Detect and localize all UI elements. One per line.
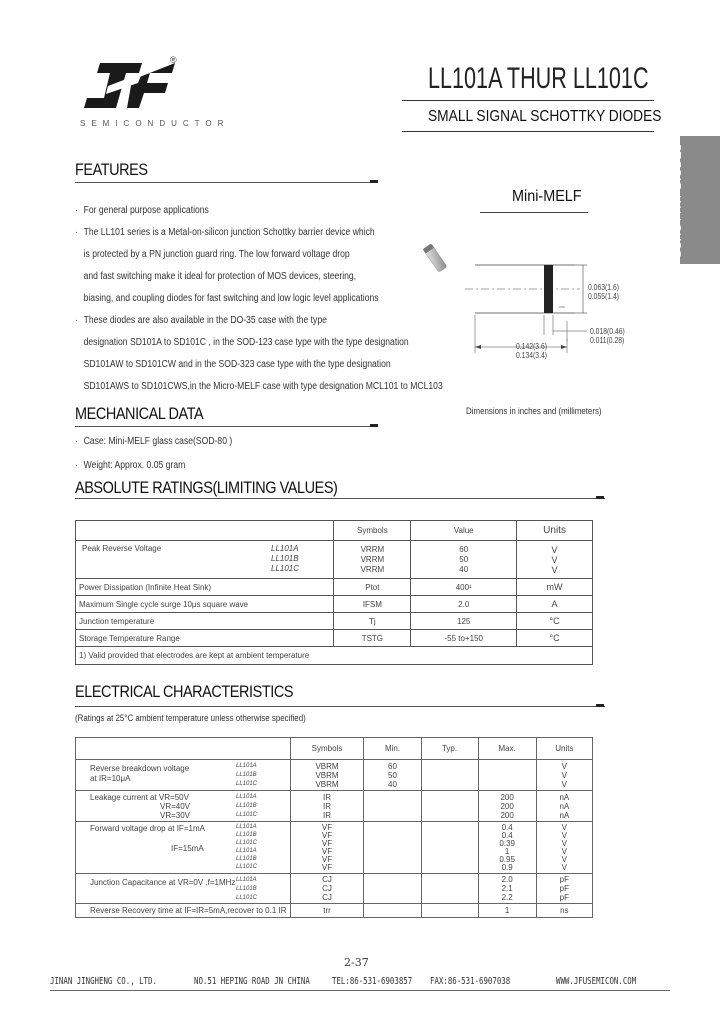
page-subtitle: SMALL SIGNAL SCHOTTKY DIODES	[428, 108, 662, 125]
typ-cell	[421, 791, 478, 822]
symbol-cell: VRRM VRRM VRRM	[334, 541, 411, 579]
param-name: Power Dissipation (Infinite Heat Sink)	[76, 579, 334, 596]
value-cell: -55 to+150	[411, 630, 517, 647]
symbol-cell: Tj	[334, 613, 411, 630]
max-cell: 2.0 2.1 2.2	[478, 874, 536, 904]
table-header-row	[76, 738, 593, 760]
table-footnote-row	[76, 647, 593, 665]
header-typ: Typ.	[421, 738, 478, 760]
absolute-ratings-table	[75, 520, 593, 665]
table-row	[76, 822, 593, 874]
footer-web: WWW.JFUSEMICON.COM	[556, 976, 637, 987]
features-list	[75, 200, 503, 398]
part-list: LL101A LL101B LL101C	[236, 763, 258, 787]
param-name: Maximum Single cycle surge 10μs square wave	[76, 596, 334, 613]
min-cell: 60 50 40	[364, 760, 421, 791]
part-list: LL101A LL101B LL101C	[236, 794, 258, 818]
symbol-cell: CJ CJ CJ	[290, 874, 364, 904]
package-outline-drawing	[465, 255, 665, 365]
param-name: Reverse Recovery time at IF=IR=5mA,recover to 0.1 IR	[76, 904, 291, 918]
unit-cell: °C	[517, 630, 593, 647]
company-logo	[80, 60, 180, 115]
dim-length: 0.142(3.6) 0.134(3.4)	[516, 342, 547, 360]
param-name-2: IF=15mA	[171, 844, 204, 853]
mechanical-title: MECHANICAL DATA	[75, 404, 204, 423]
mechanical-rule-tick	[370, 424, 378, 427]
feature-line: and fast switching make it ideal for protection of MOS devices, steering,	[83, 271, 357, 282]
param-name: Storage Temperature Range	[76, 630, 334, 647]
value-cell: 125	[411, 613, 517, 630]
unit-cell: A	[517, 596, 593, 613]
value-cell: 60 50 40	[411, 541, 517, 579]
symbol-cell: VBRM VBRM VBRM	[290, 760, 364, 791]
min-cell	[364, 822, 421, 874]
table-row	[76, 874, 593, 904]
registered-mark: ®	[170, 55, 177, 65]
mechanical-rule	[75, 426, 378, 427]
feature-line: is protected by a PN junction guard ring. The low forward voltage drop	[83, 249, 350, 260]
features-rule	[75, 182, 378, 183]
header-symbols: Symbols	[290, 738, 364, 760]
mechanical-weight: · Weight: Approx. 0.05 gram	[75, 460, 186, 471]
logo-subtitle: SEMICONDUCTOR	[80, 119, 230, 128]
feature-line: biasing, and coupling diodes for fast switching and low logic level applications	[83, 293, 379, 304]
feature-line: SD101AW to SD101CW and in the SOD-323 case type with the type designation	[83, 359, 391, 370]
header-min: Min.	[364, 738, 421, 760]
unit-cell: V V V	[517, 541, 593, 579]
typ-cell	[421, 760, 478, 791]
table-row	[76, 579, 593, 596]
max-cell: 200 200 200	[478, 791, 536, 822]
mechanical-case: · Case: Mini-MELF glass case(SOD-80 )	[75, 436, 233, 447]
symbol-cell: TSTG	[334, 630, 411, 647]
table-row	[76, 630, 593, 647]
page-title: LL101A THUR LL101C	[428, 62, 649, 95]
typ-cell	[421, 822, 478, 874]
max-cell: 0.4 0.4 0.39 1 0.95 0.9	[478, 822, 536, 874]
max-cell: 1	[478, 904, 536, 918]
param-name: Reverse breakdown voltage at IR=10μA	[90, 764, 190, 783]
electrical-table	[75, 737, 593, 918]
part-list: LL101A LL101B LL101C	[236, 877, 258, 901]
value-cell: 2.0	[411, 596, 517, 613]
param-name: Leakage current at VR=50V VR=40V VR=30V	[90, 793, 191, 820]
footer-company: JINAN JINGHENG CO., LTD.	[50, 976, 157, 987]
header-units: Units	[517, 521, 593, 541]
package-photo	[418, 238, 452, 278]
title-underline	[402, 100, 654, 101]
unit-cell: °C	[517, 613, 593, 630]
footer-rule	[50, 990, 670, 991]
dim-cap: 0.018(0.46) 0.011(0.28)	[590, 327, 625, 345]
package-name: Mini-MELF	[512, 188, 582, 205]
symbol-cell: IR IR IR	[290, 791, 364, 822]
feature-line: · The LL101 series is a Metal-on-silicon junction Schottky barrier device which	[75, 227, 375, 238]
header-symbols: Symbols	[334, 521, 411, 541]
feature-line: designation SD101A to SD101C , in the SOD-123 case type with the type designation	[83, 337, 409, 348]
side-tab-line1: SMALL SIGNAL	[656, 171, 670, 258]
table-row	[76, 904, 593, 918]
header-units: Units	[536, 738, 592, 760]
min-cell	[364, 874, 421, 904]
table-row	[76, 791, 593, 822]
param-name: Peak Reverse Voltage	[82, 544, 162, 553]
footer-tel: TEL:86-531-6903857	[332, 976, 413, 987]
package-name-rule	[480, 212, 588, 213]
feature-line: SD101AWS to SD101CWS,in the Micro-MELF case with type designation MCL101 to MCL103	[83, 381, 443, 392]
absolute-rule	[75, 498, 605, 499]
table-row	[76, 613, 593, 630]
table-row	[76, 596, 593, 613]
footer-address: NO.51 HEPING ROAD JN CHINA	[194, 976, 310, 987]
absolute-rule-tick	[596, 496, 604, 499]
min-cell	[364, 791, 421, 822]
header-value: Value	[411, 521, 517, 541]
electrical-title: ELECTRICAL CHARACTERISTICS	[75, 682, 294, 701]
table-row	[76, 541, 593, 579]
absolute-title: ABSOLUTE RATINGS(LIMITING VALUES)	[75, 478, 338, 497]
param-name: Junction temperature	[76, 613, 334, 630]
dimensions-note: Dimensions in inches and (millimeters)	[466, 406, 602, 416]
param-name: Junction Capacitance at VR=0V ,f=1MHz	[90, 878, 236, 887]
param-name: Forward voltage drop at IF=1mA	[90, 824, 205, 833]
features-title: FEATURES	[75, 160, 148, 179]
electrical-rule	[75, 706, 605, 707]
table-footnote: 1) Valid provided that electrodes are kept at ambient temperature	[76, 647, 593, 665]
unit-cell: mW	[517, 579, 593, 596]
unit-cell: V V V	[536, 760, 592, 791]
header-max: Max.	[478, 738, 536, 760]
max-cell	[478, 760, 536, 791]
symbol-cell: trr	[290, 904, 364, 918]
features-rule-tick	[370, 180, 378, 183]
dim-diameter: 0.063(1.6) 0.055(1.4)	[588, 283, 619, 301]
part-list: LL101A LL101B LL101C	[271, 544, 300, 573]
page-number: 2-37	[344, 956, 369, 969]
footer-fax: FAX:86-531-6907038	[430, 976, 511, 987]
electrical-rule-tick	[596, 704, 604, 707]
typ-cell	[421, 904, 478, 918]
electrical-note: (Ratings at 25°C ambient temperature unless otherwise specified)	[75, 713, 306, 723]
min-cell	[364, 904, 421, 918]
side-tab-line2: SCHOTTKY DIODES	[670, 143, 684, 258]
side-tab	[656, 136, 720, 264]
unit-cell: ns	[536, 904, 592, 918]
symbol-cell: VF VF VF VF VF VF	[290, 822, 364, 874]
table-row	[76, 760, 593, 791]
unit-cell: pF pF pF	[536, 874, 592, 904]
unit-cell: V V V V V V	[536, 822, 592, 874]
part-list: LL101A LL101B LL101C LL101A LL101B LL101C	[236, 824, 258, 870]
symbol-cell: Ptot	[334, 579, 411, 596]
typ-cell	[421, 874, 478, 904]
symbol-cell: IFSM	[334, 596, 411, 613]
value-cell: 400¹	[411, 579, 517, 596]
subtitle-underline	[402, 131, 654, 132]
unit-cell: nA nA nA	[536, 791, 592, 822]
feature-line: · For general purpose applications	[75, 205, 209, 216]
feature-line: · These diodes are also available in the DO-35 case with the type	[75, 315, 327, 326]
table-header-row	[76, 521, 593, 541]
